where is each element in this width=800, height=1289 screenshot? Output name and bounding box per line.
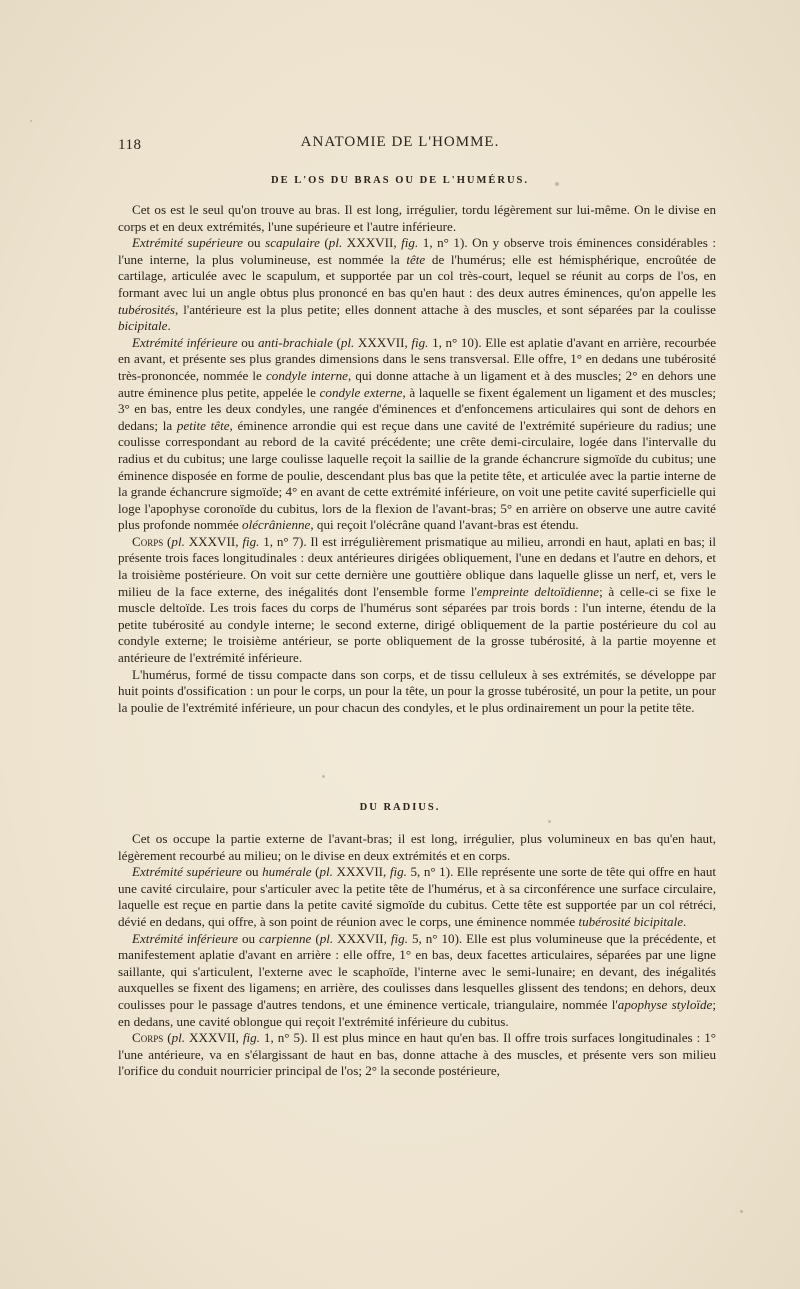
paragraph: Corps (pl. XXXVII, fig. 1, n° 7). Il est irrégulièrement prismatique au milieu, arrondi en haut, aplati en bas; il présente trois faces longitudinales : deux antérieures dirigées obliquement, l'une en dedans et l'autre en dehors, et la troisième postérieure. On voit sur cette dernière une gouttière oblique dans laquelle glisse un nerf, et, vers le milieu de la face externe, des inégalités dont l'ensemble forme l'empreinte deltoïdienne; à celle-ci se fixe le muscle deltoïde. Les trois faces du corps de l'humérus sont séparées par trois bords : l'un interne, étendu de la petite tubérosité au condyle interne; le second externe, dirigé obliquement de la partie postérieure du col au condyle externe; le troisième antérieur, se porte obliquement de la grosse tubérosité, à la partie moyenne et antérieure de l'extrémité inférieure.	[118, 533, 717, 666]
running-title: ANATOMIE DE L'HOMME.	[300, 134, 500, 150]
paper-speck	[30, 120, 32, 122]
section-title-humerus: DE L'OS DU BRAS OU DE L'HUMÉRUS.	[271, 175, 529, 186]
paragraph: Cet os occupe la partie externe de l'avant-bras; il est long, irrégulier, plus volumineux en bas qu'en haut, légèrement recourbé au milieu; on le divise en deux extrémités et en corps.	[118, 831, 716, 863]
paper-speck	[322, 775, 325, 778]
section-title-radius: DU RADIUS.	[359, 802, 441, 813]
paper-speck	[740, 1210, 743, 1213]
paragraph: Extrémité supérieure ou humérale (pl. XXXVII, fig. 5, n° 1). Elle représente une sorte de tête qui offre en haut une cavité circulaire, pour s'articuler avec la petite tête de l'humérus, et à sa circonférence une surface circulaire, laquelle est reçue en partie dans la petite cavité sigmoïde du cubitus. Cette tête est supportée par un col rétréci, dévié en dedans, qui offre, à son point de réunion avec le corps, une éminence nommée tubérosité bicipitale.	[118, 864, 717, 929]
paragraph: Extrémité supérieure ou scapulaire (pl. XXXVII, fig. 1, n° 1). On y observe trois éminences considérables : l'une interne, la plus volumineuse, est nommée la tête de l'humérus; elle est hémisphérique, encroûtée de cartilage, articulée avec le scapulum, et supportée par un col très-court, lequel se réunit au corps de l'os, en formant avec lui un angle obtus plus prononcé en bas qu'en haut : des deux autres éminences, qu'on appelle les tubérosités, l'antérieure est la plus petite; elles donnent attache à des muscles, et sont séparées par la coulisse bicipitale.	[118, 235, 717, 334]
paragraph: Extrémité inférieure ou carpienne (pl. XXXVII, fig. 5, n° 10). Elle est plus volumineuse que la précédente, et manifestement aplatie d'avant en arrière : elle offre, 1° en bas, deux facettes articulaires, séparées par une ligne saillante, qui s'articulent, l'externe avec le scaphoïde, l'interne avec le semi-lunaire; en devant, des inégalités auxquelles se fixent des ligamens; en arrière, des coulisses dans lesquelles glissent des tendons; en dehors, deux coulisses pour le passage d'autres tendons, et une éminence verticale, triangulaire, nommée l'apophyse styloïde; en dedans, une cavité oblongue qui reçoit l'extrémité inférieure du cubitus.	[118, 930, 716, 1029]
paragraph: L'humérus, formé de tissu compacte dans son corps, et de tissu celluleux à ses extrémités, se développe par huit points d'ossification : un pour le corps, un pour la tête, un pour la grosse tubérosité, un pour la petite, un pour la poulie de l'extrémité inférieure, un pour chacun des condyles, et le plus ordinairement un pour la petite tête.	[118, 666, 716, 715]
radius-section	[118, 831, 716, 1080]
page-number: 118	[118, 137, 142, 153]
humerus-section	[118, 202, 716, 716]
paper-speck	[548, 820, 551, 823]
paper-speck	[555, 182, 559, 186]
paragraph: Extrémité inférieure ou anti-brachiale (pl. XXXVII, fig. 1, n° 10). Elle est aplatie d'avant en arrière, recourbée en avant, et présente ses plus grandes dimensions dans le sens transversal. Elle offre, 1° en dedans une tubérosité très-prononcée, nommée le condyle interne, qui donne attache à un ligament et à des muscles; 2° en dehors une autre éminence plus petite, appelée le condyle externe, à laquelle se fixent également un ligament et des muscles; 3° en bas, entre les deux condyles, une rangée d'éminences et d'enfoncemens articulaires qui sont de dehors en dedans; la petite tête, éminence arrondie qui est reçue dans une cavité de l'extrémité supérieure du radius; une coulisse correspondant au rebord de la cavité précédente; une crête demi-circulaire, logée dans l'intervalle du radius et du cubitus; une large coulisse laquelle reçoit la saillie de la grande échancrure sigmoïde du cubitus; une éminence disposée en forme de poulie, descendant plus bas que la petite tête, et articulée avec la partie interne de la grande échancrure sigmoïde; 4° en avant de cette extrémité inférieure, on voit une petite cavité superficielle qui loge l'apophyse coronoïde du cubitus, lors de la flexion de l'avant-bras; 5° en arrière on observe une autre cavité plus profonde nommée olécrânienne, qui reçoit l'olécrâne quand l'avant-bras est étendu.	[118, 334, 717, 533]
paragraph: Corps (pl. XXXVII, fig. 1, n° 5). Il est plus mince en haut qu'en bas. Il offre trois surfaces longitudinales : 1° l'une antérieure, va en s'élargissant de haut en bas, donne attache à des muscles, et présente vers son milieu l'orifice du conduit nourricier principal de l'os; 2° la seconde postérieure,	[118, 1030, 716, 1079]
paragraph: Cet os est le seul qu'on trouve au bras. Il est long, irrégulier, tordu légèrement sur lui-même. On le divise en corps et en deux extrémités, l'une supérieure et l'autre inférieure.	[118, 202, 716, 234]
